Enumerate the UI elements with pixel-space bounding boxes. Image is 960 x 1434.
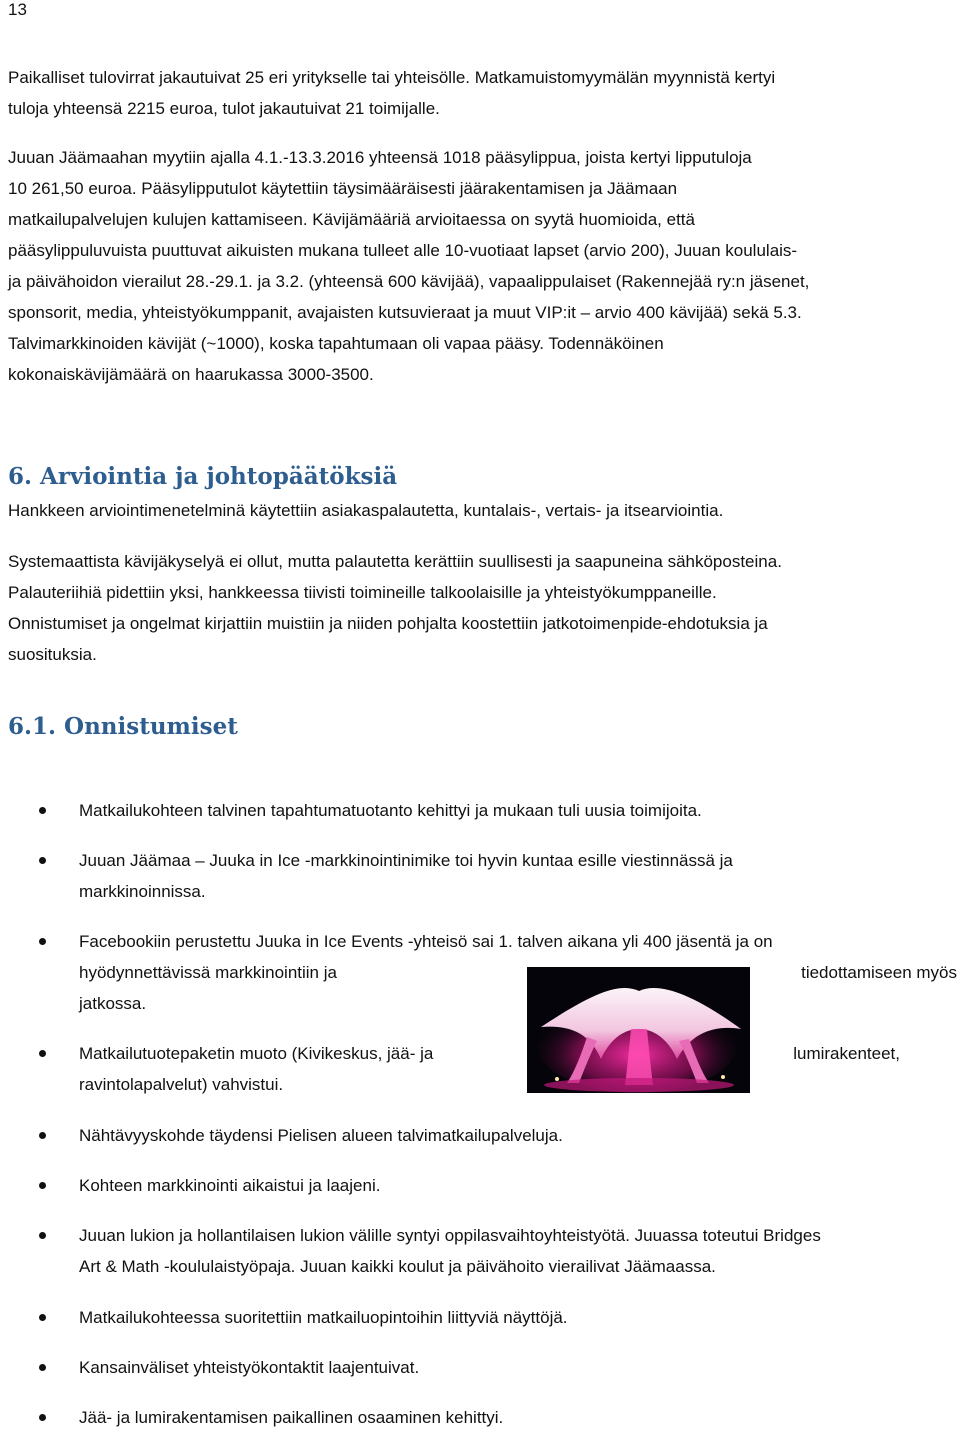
page-number: 13 <box>8 0 27 19</box>
section-6-1-heading: 6.1. Onnistumiset <box>8 713 238 740</box>
text-line: Onnistumiset ja ongelmat kirjattiin muistiin ja niiden pohjalta koostettiin jatkotoimenpide-ehdotuksia ja <box>8 614 768 633</box>
bullet-icon <box>39 807 46 814</box>
ground-light <box>544 1078 734 1092</box>
text-line: Talvimarkkinoiden kävijät (~1000), koska tapahtumaan oli vapaa pääsy. Todennäköinen <box>8 334 664 353</box>
spot-light <box>555 1077 559 1081</box>
text-line: suosituksia. <box>8 645 97 664</box>
intro-paragraph-2 <box>8 142 953 390</box>
bullet-icon <box>39 1364 46 1371</box>
text-line: matkailupalvelujen kulujen kattamiseen. Kävijämääriä arvioitaessa on syytä huomioida, että <box>8 210 695 229</box>
bullet-icon <box>39 857 46 864</box>
text-line: Juuan Jäämaahan myytiin ajalla 4.1.-13.3.2016 yhteensä 1018 pääsylippua, joista kertyi lipputuloja <box>8 148 752 167</box>
text-line: Kansainväliset yhteistyökontaktit laajentuivat. <box>79 1358 420 1377</box>
bullet-icon <box>39 1414 46 1421</box>
bullet-icon <box>39 1182 46 1189</box>
text-line: Palauteriihiä pidettiin yksi, hankkeessa tiivisti toimineille talkoolaisille ja yhteistyökumppaneille. <box>8 583 717 602</box>
bullet-icon <box>39 1232 46 1239</box>
text-line: hyödynnettävissä markkinointiin ja <box>79 963 337 982</box>
bullet-icon <box>39 1132 46 1139</box>
text-line: Nähtävyyskohde täydensi Pielisen alueen talvimatkailupalveluja. <box>79 1126 563 1145</box>
text-line: jatkossa. <box>79 994 147 1013</box>
text-line: markkinoinnissa. <box>79 882 206 901</box>
ice-sculpture-illustration <box>527 967 750 1093</box>
text-line: Juuan Jäämaa – Juuka in Ice -markkinointinimike toi hyvin kuntaa esille viestinnässä ja <box>79 851 733 870</box>
text-line: Art & Math -koululaistyöpaja. Juuan kaikki koulut ja päivähoito vierailivat Jäämaassa. <box>79 1257 716 1276</box>
section-6-heading: 6. Arviointia ja johtopäätöksiä <box>8 463 398 490</box>
text-line: 10 261,50 euroa. Pääsylipputulot käytettiin täysimääräisesti jäärakentamisen ja Jäämaan <box>8 179 678 198</box>
text-line: tiedottamiseen myös <box>801 963 957 982</box>
section-6-paragraph-1 <box>8 495 953 526</box>
text-line: ja päivähoidon vierailut 28.-29.1. ja 3.2. (yhteensä 600 kävijää), vapaalippulaiset (Rakennejää ry:n jäsenet, <box>8 272 810 291</box>
text-line: Juuan lukion ja hollantilaisen lukion välille syntyi oppilasvaihtoyhteistyötä. Juuassa toteutui Bridges <box>79 1226 821 1245</box>
spot-light <box>721 1075 725 1079</box>
text-line: Matkailukohteessa suoritettiin matkailuopintoihin liittyviä näyttöjä. <box>79 1308 568 1327</box>
intro-paragraph-1 <box>8 62 953 124</box>
text-line: Matkailutuotepaketin muoto (Kivikeskus, jää- ja <box>79 1044 434 1063</box>
text-line: lumirakenteet, <box>793 1044 900 1063</box>
text-line: ravintolapalvelut) vahvistui. <box>79 1075 284 1094</box>
text-line: pääsylippuluvuista puuttuvat aikuisten mukana tulleet alle 10-vuotiaat lapset (arvio 200), Juuan koululais- <box>8 241 798 260</box>
text-line: Hankkeen arviointimenetelminä käytettiin asiakaspalautetta, kuntalais-, vertais- ja itsearviointia. <box>8 501 724 520</box>
text-line: tuloja yhteensä 2215 euroa, tulot jakautuivat 21 toimijalle. <box>8 99 440 118</box>
text-line: Matkailukohteen talvinen tapahtumatuotanto kehittyi ja mukaan tuli uusia toimijoita. <box>79 801 702 820</box>
bullet-icon <box>39 938 46 945</box>
ice-pavilion-photo <box>527 967 750 1093</box>
section-6-paragraph-2 <box>8 546 953 670</box>
text-line: Paikalliset tulovirrat jakautuivat 25 eri yritykselle tai yhteisölle. Matkamuistomyymälän myynnistä kertyi <box>8 68 776 87</box>
text-line: Jää- ja lumirakentamisen paikallinen osaaminen kehittyi. <box>79 1408 504 1427</box>
bullet-icon <box>39 1314 46 1321</box>
bullet-icon <box>39 1050 46 1057</box>
text-line: Facebookiin perustettu Juuka in Ice Events -yhteisö sai 1. talven aikana yli 400 jäsentä ja on <box>79 932 773 951</box>
text-line: sponsorit, media, yhteistyökumppanit, avajaisten kutsuvieraat ja muut VIP:it – arvio 400 kävijää) sekä 5.3. <box>8 303 802 322</box>
text-line: Systemaattista kävijäkyselyä ei ollut, mutta palautetta kerättiin suullisesti ja saapuneina sähköposteina. <box>8 552 782 571</box>
text-line: kokonaiskävijämäärä on haarukassa 3000-3500. <box>8 365 374 384</box>
text-line: Kohteen markkinointi aikaistui ja laajeni. <box>79 1176 381 1195</box>
